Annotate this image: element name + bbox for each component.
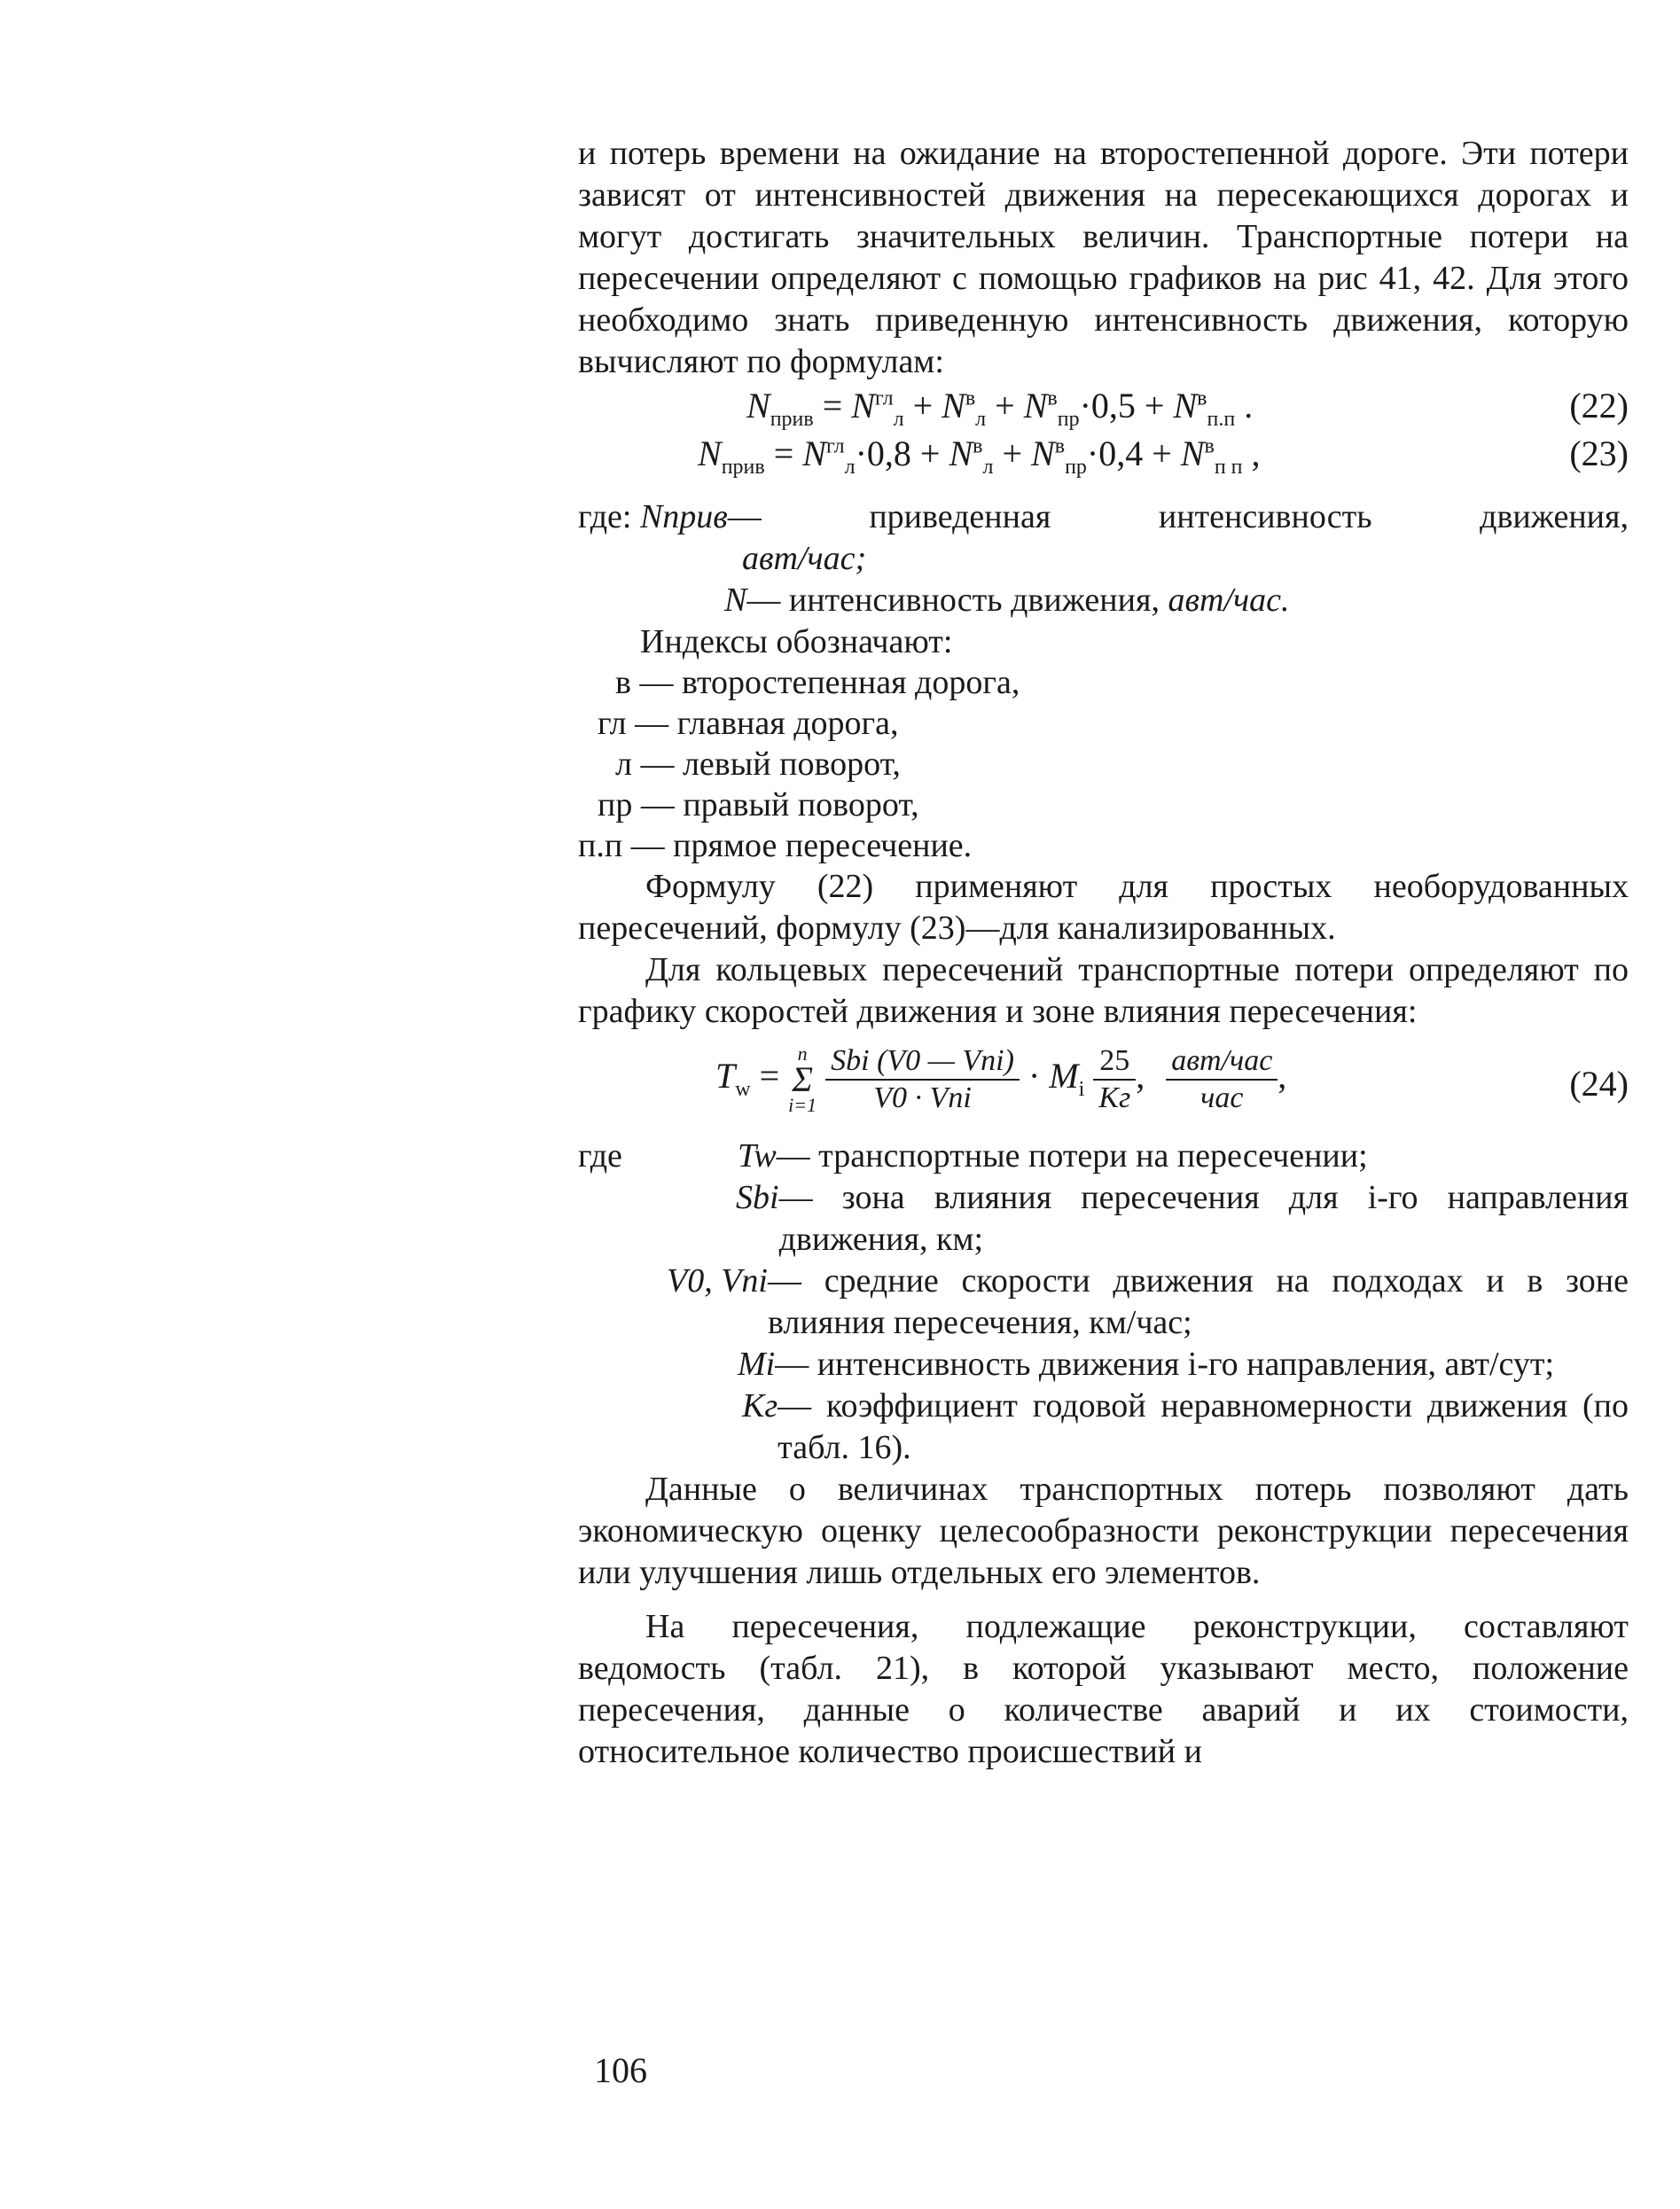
where2-row-0 bbox=[578, 1136, 1629, 1177]
where1-term: Nприв bbox=[639, 498, 728, 535]
page-number: 106 bbox=[594, 2050, 647, 2090]
fraction-3: $\frac{\text{авт/час}}{\text{час}}$ bbox=[1166, 1043, 1278, 1116]
paragraph-4: Данные о величинах транспортных потерь позволяют дать экономическую оценку целесообразности реконструкции пересечения или улучшения лишь отдельных его элементов. bbox=[578, 1471, 1629, 1591]
where1-term2: N bbox=[724, 582, 747, 619]
where1-row bbox=[578, 496, 1629, 538]
where1-unit-row bbox=[578, 538, 1629, 580]
index-item: пр — правый поворот, bbox=[598, 786, 919, 823]
where2-row-3 bbox=[578, 1344, 1629, 1386]
where2-term: Mi bbox=[738, 1346, 776, 1383]
index-item: гл — главная дорога, bbox=[598, 705, 899, 742]
where2-row-2 bbox=[578, 1261, 1629, 1344]
page-content bbox=[578, 133, 1629, 1773]
where2-term: Tw bbox=[738, 1137, 777, 1175]
where1-def2: — интенсивность движения, bbox=[746, 582, 1160, 619]
formula-24-body: $T_w = n$ Σ i=1 $\frac{\text{Sbi (V0 — Vni)}}{\text{V0 · Vni}}$ · $M_i$ $\frac{25}{Kг}$ , $\frac{\text{авт/час}}{\text{час}}$ , bbox=[715, 1042, 1287, 1116]
where2-def: — коэффициент годовой неравномерности движения (по табл. 16). bbox=[777, 1387, 1629, 1466]
fraction-1: $\frac{\text{Sbi (V0 — Vni)}}{\text{V0 · Vni}}$ bbox=[825, 1043, 1020, 1116]
formula-24 bbox=[578, 1038, 1629, 1136]
where1-word: где: bbox=[578, 498, 632, 535]
where2-def: — интенсивность движения i-го направления, авт/сут; bbox=[775, 1346, 1555, 1383]
index-item: п.п — прямое пересечение. bbox=[578, 827, 973, 864]
indices-title: Индексы обозначают: bbox=[640, 623, 953, 660]
formula-23 bbox=[578, 433, 1629, 480]
paragraph-5: На пересечения, подлежащие реконструкции, составляют ведомость (табл. 21), в которой указывают место, положение пересечения, данные о количестве аварий и их стоимости, относительное количество происшествий и bbox=[578, 1608, 1629, 1770]
paragraph-3: Для кольцевых пересечений транспортные потери определяют по графику скоростей движения и зоне влияния пересечения: bbox=[578, 951, 1629, 1030]
where1-row2 bbox=[578, 580, 1629, 621]
where2-def: — средние скорости движения на подходах и в зоне влияния пересечения, км/час; bbox=[767, 1262, 1629, 1341]
where1-unit: авт/час; bbox=[742, 540, 867, 577]
paragraph-1: и потерь времени на ожидание на второстепенной дороге. Эти потери зависят от интенсивностей движения на пересекающихся дорогах и могут достигать значительных величин. Транспортные потери на пересечении определяют с помощью графиков на рис 41, 42. Для этого необходимо знать приведенную интенсивность движения, которую вычисляют по формулам: bbox=[578, 135, 1629, 380]
where2-term: Kг bbox=[742, 1387, 778, 1425]
formula-23-body: $N_{прив} = N^{гл}_л\cdot 0,8 + N^в_л + N^в_{пр}\cdot 0,4 + N^в_{п п}$ , bbox=[698, 433, 1261, 479]
where2-def: — зона влияния пересечения для i-го направления движения, км; bbox=[778, 1179, 1629, 1258]
formula-22-body: $N_{прив} = N^{гл}_л + N^в_л + N^в_{пр}\cdot 0,5 + N^в_{п.п}$ . bbox=[746, 386, 1254, 431]
formula-22 bbox=[578, 385, 1629, 433]
fraction-2: $\frac{25}{Kг}$ bbox=[1093, 1043, 1136, 1116]
where2-term: Sbi bbox=[736, 1179, 779, 1216]
formula-22-number: (22) bbox=[1569, 386, 1629, 425]
where2-def: — транспортные потери на пересечении; bbox=[776, 1137, 1368, 1175]
where2-row-4 bbox=[578, 1386, 1629, 1469]
index-item: в — второстепенная дорога, bbox=[615, 664, 1020, 701]
where1-unit2: авт/час. bbox=[1168, 582, 1290, 619]
formula-24-number: (24) bbox=[1569, 1064, 1629, 1104]
where2-row-1 bbox=[578, 1177, 1629, 1261]
where1-def: — приведенная интенсивность движения, bbox=[727, 498, 1629, 535]
sum-sign: n Σ i=1 bbox=[788, 1042, 817, 1116]
where2-term: V0, Vni bbox=[667, 1262, 768, 1300]
index-item: л — левый поворот, bbox=[615, 745, 901, 783]
where2-word: где bbox=[578, 1137, 622, 1175]
formula-23-number: (23) bbox=[1569, 433, 1629, 473]
paragraph-2: Формулу (22) применяют для простых необорудованных пересечений, формулу (23)—для канализированных. bbox=[578, 868, 1629, 947]
